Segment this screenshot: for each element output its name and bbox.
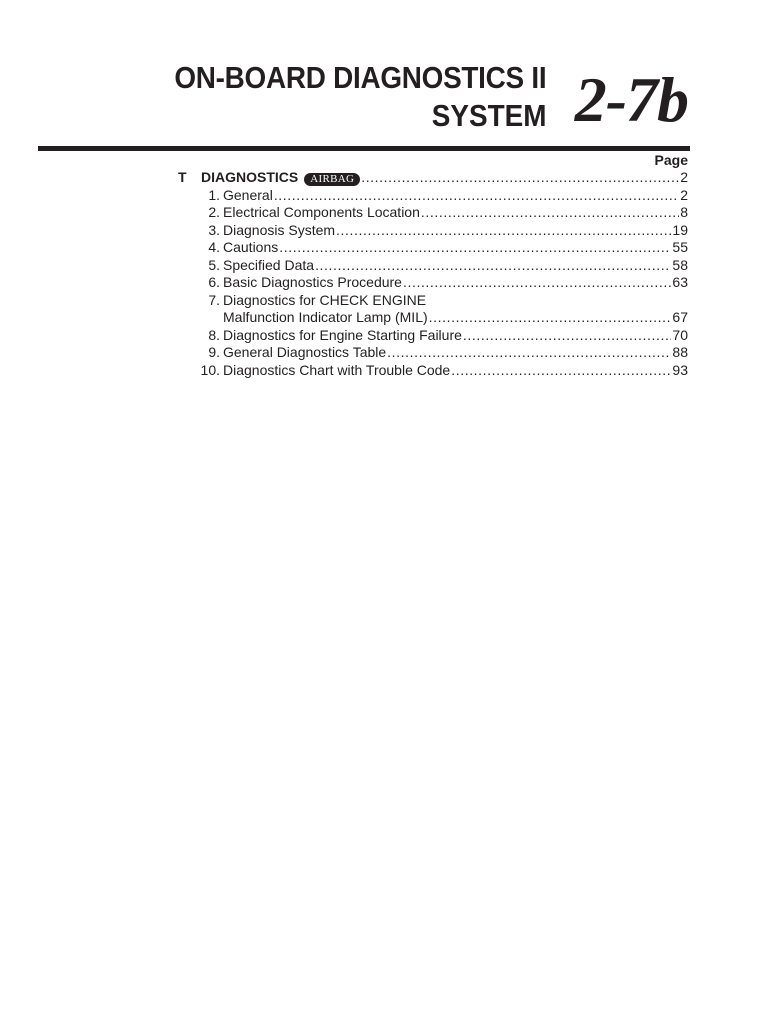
toc-item[interactable]	[178, 239, 688, 257]
toc-item-label: Electrical Components Location	[223, 204, 420, 220]
toc-item-label: Diagnostics for Engine Starting Failure	[223, 326, 462, 343]
toc-item[interactable]	[178, 274, 688, 292]
toc-item-label: Diagnostics Chart with Trouble Code	[223, 361, 451, 378]
document-title-line1: ON-BOARD DIAGNOSTICS II	[174, 60, 546, 95]
toc-item-page: 93	[672, 361, 688, 378]
toc-item-label: General Diagnostics Table	[223, 344, 387, 360]
toc-item-page: 58	[672, 256, 688, 273]
header-rule	[38, 146, 690, 151]
dot-leader	[387, 344, 671, 362]
toc-item-number: 4.	[208, 239, 220, 255]
toc-main-page: 2	[680, 169, 688, 185]
toc-item-number: 6.	[208, 274, 220, 290]
dot-leader	[274, 187, 679, 205]
toc-item-number: 5.	[208, 256, 220, 273]
dot-leader	[315, 257, 671, 275]
toc-item-label: General	[223, 186, 273, 203]
toc-item-page: 88	[672, 344, 688, 360]
toc-item-label: Specified Data	[223, 256, 315, 273]
section-number: 2-7b	[574, 64, 688, 135]
toc-item[interactable]	[178, 344, 688, 362]
toc-item-label	[223, 292, 428, 327]
toc-item-label-line2: Malfunction Indicator Lamp (MIL)	[223, 309, 428, 325]
toc-item[interactable]	[178, 362, 688, 380]
dot-leader	[279, 239, 671, 257]
toc-item[interactable]	[178, 257, 688, 275]
toc-item[interactable]	[178, 222, 688, 240]
toc-item-page: 8	[680, 204, 688, 220]
toc-item-label: Cautions	[223, 239, 279, 255]
toc-main-marker: T	[178, 169, 187, 185]
toc-item-number: 7.	[208, 291, 220, 308]
toc-item-label-line1: Diagnostics for CHECK ENGINE	[223, 291, 427, 308]
dot-leader	[421, 204, 679, 222]
dot-leader	[403, 274, 671, 292]
dot-leader	[429, 309, 672, 327]
toc-main-entry[interactable]	[178, 169, 688, 187]
dot-leader	[336, 222, 671, 240]
airbag-badge: AIRBAG	[304, 173, 360, 186]
toc-item[interactable]	[178, 327, 688, 345]
dot-leader	[361, 169, 679, 187]
toc-item-number: 1.	[208, 186, 220, 203]
page-column-heading: Page	[654, 152, 688, 168]
toc-item-page: 2	[680, 186, 688, 203]
toc-item-number: 8.	[208, 326, 220, 343]
toc-main-label: DIAGNOSTICS	[201, 169, 299, 185]
toc-item-page: 55	[672, 239, 688, 255]
toc-item-label: Basic Diagnostics Procedure	[223, 274, 402, 290]
toc-item-page: 70	[672, 326, 688, 343]
toc-item-number: 3.	[208, 221, 220, 238]
toc-item[interactable]	[178, 187, 688, 205]
toc-item-page: 63	[672, 274, 688, 290]
dot-leader	[463, 327, 672, 345]
toc-item-label: Diagnosis System	[223, 221, 336, 238]
document-title-line2: SYSTEM	[431, 98, 546, 133]
toc-item-number: 2.	[208, 204, 220, 220]
table-of-contents	[178, 169, 688, 379]
toc-item-page: 19	[672, 221, 688, 238]
toc-item-number: 10.	[200, 361, 220, 378]
dot-leader	[451, 362, 671, 380]
toc-item-number: 9.	[208, 344, 220, 360]
toc-item-page: 67	[672, 309, 688, 325]
toc-item[interactable]	[178, 292, 688, 327]
toc-item[interactable]	[178, 204, 688, 222]
